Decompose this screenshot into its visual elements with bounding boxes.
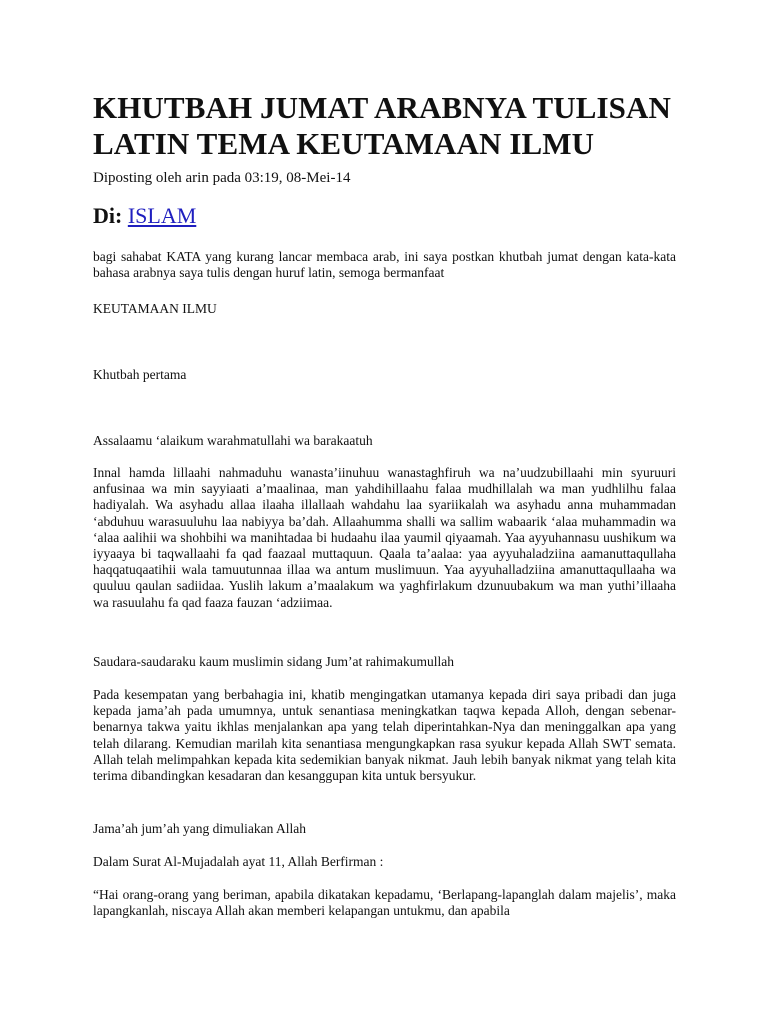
category-label: Di: [93, 203, 128, 228]
post-meta: Diposting oleh arin pada 03:19, 08-Mei-14 [93, 170, 351, 186]
subtitle: KEUTAMAAN ILMU [93, 301, 217, 316]
jamaah-line: Jama’ah jum’ah yang dimuliakan Allah [93, 821, 306, 836]
saudara-line: Saudara-saudaraku kaum muslimin sidang Jum’at rahimakumullah [93, 654, 455, 669]
section-heading: Khutbah pertama [93, 367, 187, 382]
pada-paragraph: Pada kesempatan yang berbahagia ini, khatib mengingatkan utamanya kepada diri saya pribadi dan juga kepada jama’ah pada umumnya, untuk senantiasa meningkatkan taqwa kepada Alloh, dengan sebenar-benarnya takwa yaitu ikhlas menjalankan apa yang telah diperintahkan-Nya dan meninggalkan apa yang telah dilarang. Kemudian marilah kita senantiasa mengungkapkan rasa syukur kepada Allah SWT semata. Allah telah melimpahkan kepada kita sedemikian banyak nikmat. Jauh lebih banyak nikmat yang telah kita terima dibandingkan kesadaran dan kesanggupan kita untuk bersyukur. [93, 687, 676, 784]
arabic-latin-paragraph: Innal hamda lillaahi nahmaduhu wanasta’iinuhuu wanastaghfiruh wa na’uudzubillaahi min syuruuri anfusinaa wa min sayyiaati a’maalinaa, man yahdihillaahu falaa mudhillalah wa man yudhlilhu falaa hadiyalah. Wa asyhadu allaa ilaaha illallaah wahdahu laa syariikalah wa asyhadu anna muhammadan ‘abduhuu warasuuluhu laa nabiyya ba’dah. Allaahumma shalli wa sallim wabaarik ‘alaa muhammadin wa ‘alaa aalihii wa shohbihi wa manihtadaa bi hudaahu ilaa yaumil qiyaamah. Yaa ayyuhannasu uushikum wa iyyaaya bi taqwallaahi fa qad faazaal muttaquun. Qaala ta’aalaa: yaa ayyuhaladziina aamanuttaqullaha haqqatuqaatihii wala tamuutunnaa illaa wa antum muslimuun. Yaa ayyuhalladziina amanuttaqullaaha wa quuluu qaulan sadiidaa. Yuslih lakum a’maalakum wa yaghfirlakum dzunuubakum wa man yuthi’illaaha wa rasuulahu fa qad faaza fauzan ‘adziimaa. [93, 465, 676, 610]
category-link-islam[interactable]: ISLAM [127, 203, 197, 228]
page-title: KHUTBAH JUMAT ARABNYA TULISAN LATIN TEMA KEUTAMAAN ILMU [93, 90, 671, 161]
quote-paragraph: “Hai orang-orang yang beriman, apabila dikatakan kepadamu, ‘Berlapang-lapanglah dalam majelis’, maka lapangkanlah, niscaya Allah akan memberi kelapangan untukmu, dan apabila [93, 887, 676, 919]
intro-paragraph: bagi sahabat KATA yang kurang lancar membaca arab, ini saya postkan khutbah jumat dengan kata-kata bahasa arabnya saya tulis dengan huruf latin, semoga bermanfaat [93, 249, 676, 281]
category-line [93, 203, 196, 229]
greeting: Assalaamu ‘alaikum warahmatullahi wa barakaatuh [93, 433, 373, 448]
surat-line: Dalam Surat Al-Mujadalah ayat 11, Allah Berfirman : [93, 854, 384, 869]
